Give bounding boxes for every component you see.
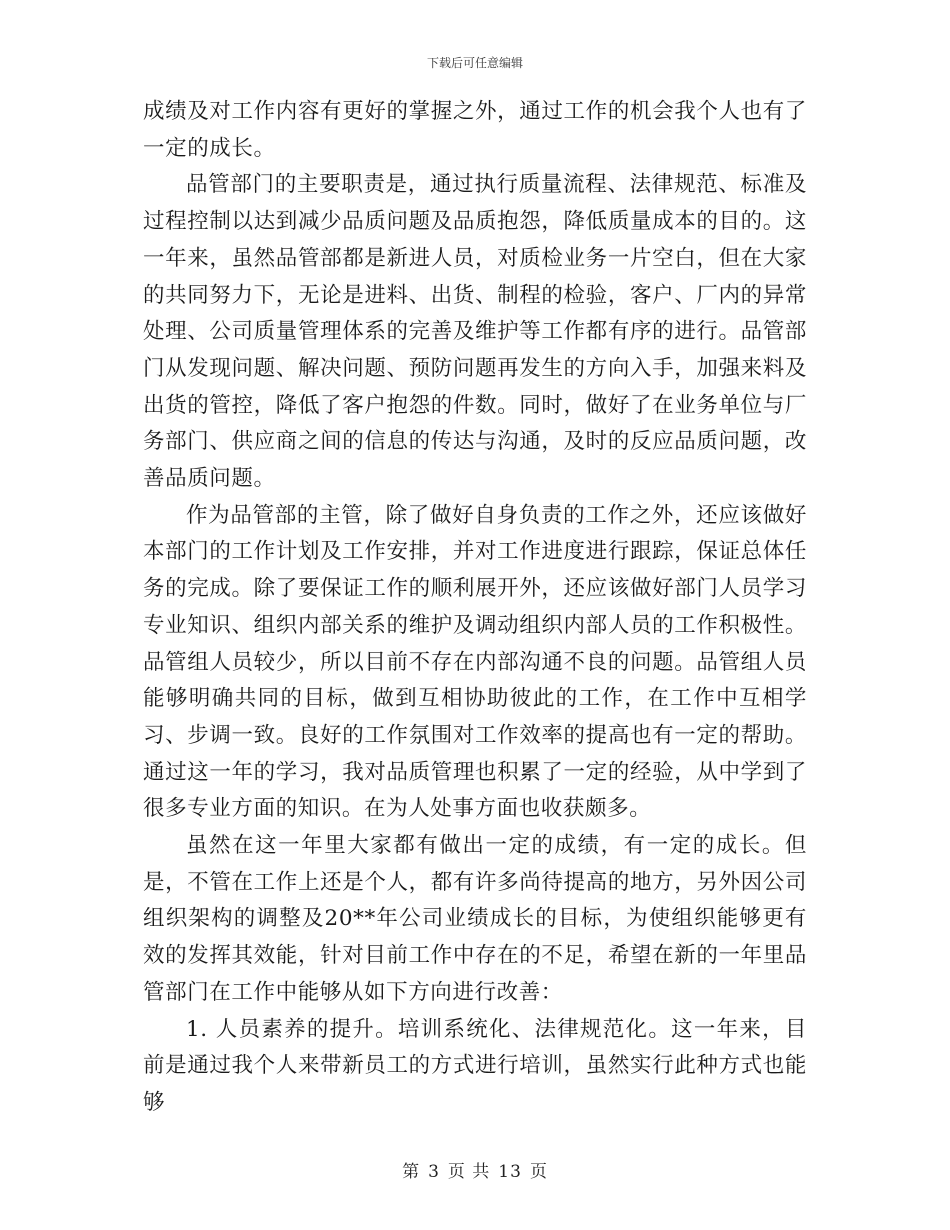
paragraph-2: 品管部门的主要职责是，通过执行质量流程、法律规范、标准及过程控制以达到减少品质问题及品质抱怨，降低质量成本的目的。这一年来，虽然品管部都是新进人员，对质检业务一片空白，但在大家的共同努力下，无论是进料、出货、制程的检验，客户、厂内的异常处理、公司质量管理体系的完善及维护等工作都有序的进行。品管部门从发现问题、解决问题、预防问题再发生的方向入手，加强来料及出货的管控，降低了客户抱怨的件数。同时，做好了在业务单位与厂务部门、供应商之间的信息的传达与沟通，及时的反应品质问题，改善品质问题。 (143, 172, 807, 492)
footer-suffix: 页 (529, 1162, 548, 1182)
page-footer (0, 1157, 950, 1182)
paragraph-1: 成绩及对工作内容有更好的掌握之外，通过工作的机会我个人也有了一定的成长。 (143, 99, 807, 161)
paragraph-5: 1. 人员素养的提升。培训系统化、法律规范化。这一年来，目前是通过我个人来带新员工的方式进行培训，虽然实行此种方式也能够 (143, 1016, 807, 1115)
document-body (143, 94, 807, 1122)
paragraph-4: 虽然在这一年里大家都有做出一定的成绩，有一定的成长。但是，不管在工作上还是个人，都有许多尚待提高的地方，另外因公司组织架构的调整及20**年公司业绩成长的目标，为使组织能够更有效的发挥其效能，针对目前工作中存在的不足，希望在新的一年里品管部门在工作中能够从如下方向进行改善： (143, 833, 807, 1005)
footer-total-pages: 13 (498, 1162, 522, 1182)
page-header-note: 下载后可任意编辑 (426, 56, 523, 70)
paragraph-3: 作为品管部的主管，除了做好自身负责的工作之外，还应该做好本部门的工作计划及工作安排，并对工作进度进行跟踪，保证总体任务的完成。除了要保证工作的顺利展开外，还应该做好部门人员学习专业知识、组织内部关系的维护及调动组织内部人员的工作积极性。品管组人员较少，所以目前不存在内部沟通不良的问题。品管组人员能够明确共同的目标，做到互相协助彼此的工作，在工作中互相学习、步调一致。良好的工作氛围对工作效率的提高也有一定的帮助。 通过这一年的学习，我对品质管理也积累了一定的经验，从中学到了很多专业方面的知识。在为人处事方面也收获颇多。 (143, 502, 807, 822)
footer-middle: 页 共 (447, 1162, 491, 1182)
footer-prefix: 第 (402, 1162, 421, 1182)
footer-current-page: 3 (428, 1162, 440, 1182)
